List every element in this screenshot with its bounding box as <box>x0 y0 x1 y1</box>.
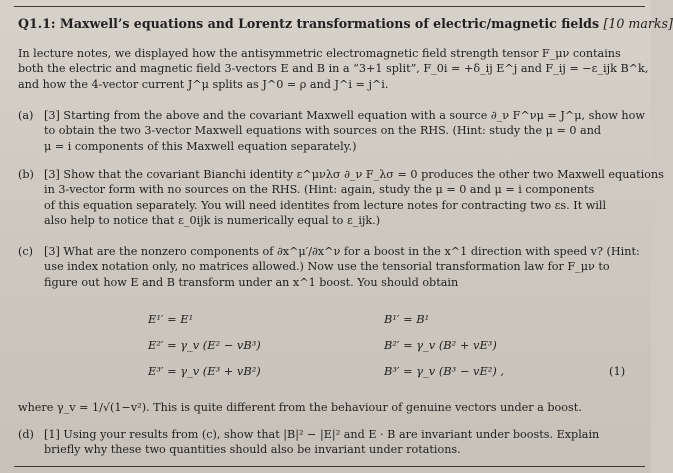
equation-e1: E¹′ = E¹ <box>148 312 194 326</box>
equation-number: (1) <box>609 364 626 378</box>
part-line: [3] Starting from the above and the covariant Maxwell equation with a source ∂_ν F^νμ = J^μ, show how <box>44 109 645 122</box>
part-line: in 3-vector form with no sources on the RHS. (Hint: again, study the μ = 0 and μ = i components <box>44 183 595 197</box>
part-label: (b) <box>18 168 34 181</box>
part-line: [1] Using your results from (c), show that |B|² − |E|² and E · B are invariant under boosts. Explain <box>44 428 600 441</box>
part-line: μ = i components of this Maxwell equation separately.) <box>44 139 357 153</box>
part-line: briefly why these two quantities should also be invariant under rotations. <box>44 443 461 457</box>
part-line: use index notation only, no matrices allowed.) Now use the tensorial transformation law for F_μν to <box>44 260 610 274</box>
equation-b2: B²′ = γ_v (B² + vE³) <box>384 338 497 352</box>
intro-line: and how the 4-vector current J^μ splits as J^0 = ρ and J^i = j^i. <box>18 77 389 91</box>
after-equation-line: where γ_v = 1/√(1−v²). This is quite different from the behaviour of genuine vectors under a boost. <box>18 401 582 414</box>
part-line: of this equation separately. You will need identites from lecture notes for contracting two εs. It will <box>44 198 607 212</box>
intro-line: In lecture notes, we displayed how the antisymmetric electromagnetic field strength tensor F_μν contains <box>18 47 621 60</box>
part-line: figure out how E and B transform under an x^1 boost. You should obtain <box>44 275 459 289</box>
top-rule <box>14 6 645 7</box>
intro-paragraph <box>18 46 649 92</box>
equation-b1: B¹′ = B¹ <box>384 312 430 326</box>
part-line: [3] Show that the covariant Bianchi identity ε^μνλσ ∂_ν F_λσ = 0 produces the other two Maxwell equations <box>44 168 664 181</box>
equation-e2: E²′ = γ_v (E² − vB³) <box>148 338 261 352</box>
title-text: Q1.1: Maxwell’s equations and Lorentz transformations of electric/magnetic fields <box>18 16 600 31</box>
part-label: (c) <box>18 245 33 258</box>
part-line: also help to notice that ε_0ijk is numerically equal to ε_ijk.) <box>44 214 381 228</box>
part-label: (a) <box>18 109 34 122</box>
after-equation-text <box>18 400 642 415</box>
title-marks: [10 marks] <box>603 16 673 31</box>
part-line: to obtain the two 3-vector Maxwell equations with sources on the RHS. (Hint: study the μ = 0 and <box>44 124 602 138</box>
transformation-equations <box>0 302 651 394</box>
question-title <box>18 16 673 31</box>
part-label: (d) <box>18 428 34 441</box>
part-line: [3] What are the nonzero components of ∂x^μ′/∂x^ν for a boost in the x^1 direction with speed v? (Hint: <box>44 245 640 258</box>
equation-e3: E³′ = γ_v (E³ + vB²) <box>148 364 261 378</box>
bottom-rule <box>14 466 645 467</box>
intro-line: both the electric and magnetic field 3-vectors E and B in a “3+1 split”, F_0i = +δ_ij E^j and F_ij = −ε_ijk B^k, <box>18 62 649 76</box>
equation-b3: B³′ = γ_v (B³ − vE²) , <box>384 364 505 378</box>
